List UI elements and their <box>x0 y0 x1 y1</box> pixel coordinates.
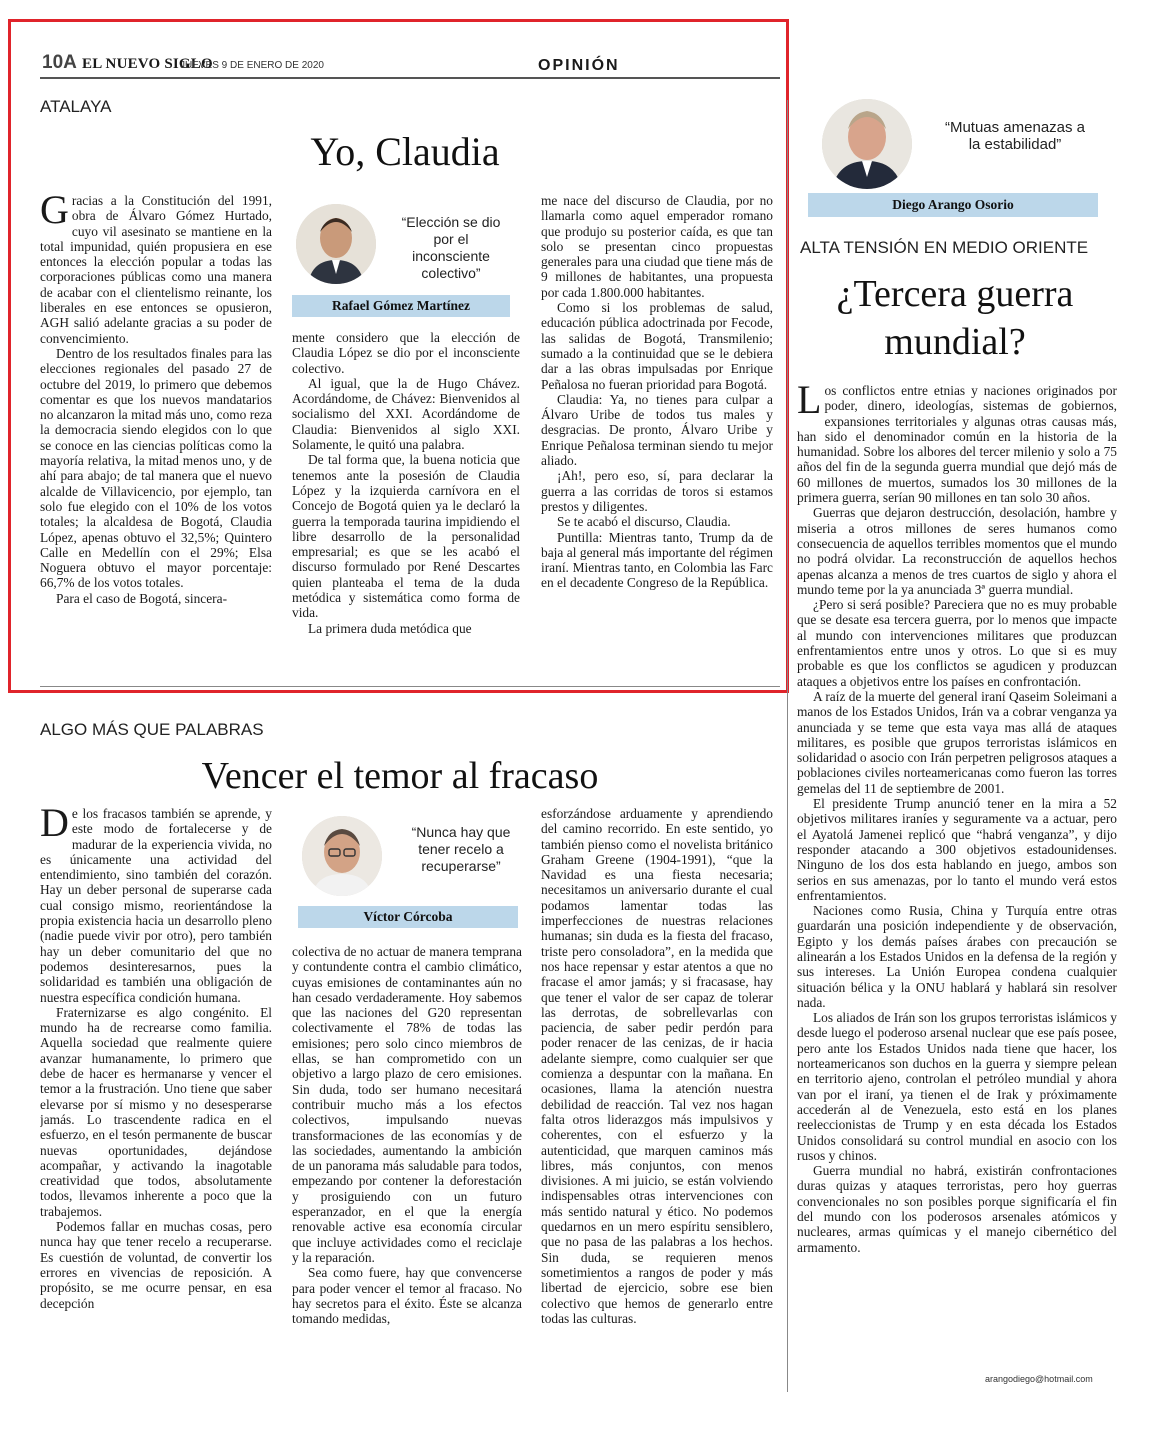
article2-column-2 <box>292 944 522 1391</box>
article3-paragraph: A raíz de la muerte del general iraní Qaseim Soleimani a manos de los Estados Unidos, Irán va a cobrar venganza ya anunciada y se teme que esta vaya mas allá de ataques militares, es posible que grupos terroristas islámicos en solidaridad o asocio con Irán perpetren peligrosos ataques a poblaciones civiles norteamericanas como fueron las torres gemelas del 11 de septiembre de 2001. <box>797 688 1117 796</box>
article1-column-2 <box>292 330 520 670</box>
header-rule <box>40 77 780 79</box>
article1-paragraph: La primera duda metódica que <box>308 620 472 636</box>
author-photo <box>302 816 382 896</box>
article1-column-1 <box>40 193 272 673</box>
drop-cap: L <box>797 383 822 422</box>
article3-paragraph: Naciones como Rusia, China y Turquía entre otras guardarán una posición independiente y de observación, Egipto y los demás países árabes con precaución se alinearán a los Estados Unidos en la defensa de la región y sus intereses. La Unión Europea condena cualquier situación bélica y la ONU hablará y hablará sin resolver nada. <box>797 903 1117 1010</box>
article2-author: Víctor Córcoba <box>298 906 518 928</box>
article1-paragraph: Puntilla: Mientras tanto, Trump da de baja al general más importante del régimen iraní. Mientras tanto, en Colombia las Farc en el decadente Congreso de la República. <box>541 529 773 591</box>
newspaper-name: EL NUEVO SIGLO <box>82 56 213 72</box>
article1-kicker: ATALAYA <box>40 97 112 116</box>
article1-column-3 <box>541 193 773 673</box>
page-number: 10A <box>42 52 77 73</box>
portrait-icon <box>822 99 912 189</box>
author-photo <box>822 99 912 189</box>
article2-kicker: ALGO MÁS QUE PALABRAS <box>40 720 264 739</box>
article2-paragraph <box>40 806 272 1005</box>
column-divider <box>787 100 788 1392</box>
article3-paragraph: Los aliados de Irán son los grupos terroristas islámicos y desde luego el poderoso arsenal nuclear que ese país posee, pero ante los Estados Unidos nada tiene que hacer, los norteamericanos son duchos en la guerra y siempre pelean en territorio ajeno, controlan el petróleo mundial y ahora van por el iraní, ya tienen el de Irak y próximamente accederán al de Venezuela, esto está en los planes reeleccionistas de Trump y en esta década los Estados Unidos consolidará su control mundial en asocio con los rusos y chinos. <box>797 1010 1117 1163</box>
article3-paragraph: Guerra mundial no habrá, existirán confrontaciones duras quizas y ataques terroristas, pero hoy guerras convencionales no son posibles porque significaría el fin del mundo con los poderosos arsenales atómicos y nucleares, armas químicas y el manejo cibernético del armamento. <box>797 1163 1117 1255</box>
portrait-icon <box>296 204 376 284</box>
article3-paragraph: Guerras que dejaron destrucción, desolación, hambre y miseria a otros millones de seres humanos como consecuencia de aquellos terribles momentos que el mundo no podrá olvidar. La reconstrucción de aquellos hechos apenas alcanza a menos de tres cuartos de siglo y ahora el mundo teme por la ya anunciada 3ª guerra mundial. <box>797 505 1117 597</box>
article1-author: Rafael Gómez Martínez <box>292 295 510 317</box>
article1-paragraph: Como si los problemas de salud, educación pública adoctrinada por Fecode, las salidas de Bogotá, Transmilenio; sumado a la continuidad que se le debiera dar a las obras impulsadas por Enrique Peñalosa no fueran prioridad para Bogotá. <box>541 300 773 392</box>
article2-paragraph: Fraternizarse es algo congénito. El mundo ha de recrearse como familia. Aquella sociedad que realmente quiere avanzar humanamente, lo primero que debe de hacer es hermanarse y vencer el temor a la frustración. Uno tiene que saber elevarse por sí mismo y no desesperarse jamás. Lo trascendente radica en el esfuerzo, en el tesón permanente de buscar nuevas oportunidades, dejándose acompañar, y activando la inagotable creatividad que todos, absolutamente todos, llevamos inherente a poco que la trabajemos. <box>40 1004 272 1219</box>
section-divider <box>40 686 780 687</box>
article2-headline: Vencer el temor al fracaso <box>201 755 599 797</box>
article1-paragraph: De tal forma que, la buena noticia que tenemos ante la posesión de Claudia López y la izquierda carnívora en el Concejo de Bogotá quien ya le declaró la guerra la temporada taurina impidiendo el libre desarrollo de la personalidad empresarial; es que se les acabó el discurso formulado por René Descartes quien planteaba el tema de la duda metódica y sistemática como forma de vida. <box>292 452 520 621</box>
drop-cap: D <box>40 806 69 845</box>
article3-kicker: ALTA TENSIÓN EN MEDIO ORIENTE <box>800 238 1089 257</box>
author-email[interactable]: arangodiego@hotmail.com <box>985 1374 1093 1384</box>
author-photo <box>296 204 376 284</box>
article2-quote-box <box>298 814 518 930</box>
article3-paragraph: ¿Pero si será posible? Pareciera que no es muy probable que se desate esa tercera guerra, por lo menos que impacte al mundo con intervenciones militares que produzcan enfrentamientos entre unos y otros. Lo que si es muy probable es que los conflictos se agudicen y produzcan ataques a objetivos entre los países en confrontación. <box>797 597 1117 689</box>
article1-headline: Yo, Claudia <box>310 129 500 174</box>
dateline: JUEVES 9 DE ENERO DE 2020 <box>180 60 324 71</box>
article3-paragraph <box>797 383 1117 505</box>
article3-quote: “Mutuas amenazas a la estabilidad” <box>944 119 1086 153</box>
article1-paragraph: Al igual, que la de Hugo Chávez. Acordándome, de Chávez: Bienvenidos al socialismo del XXI. Acordándome de Claudia: Bienvenidos al siglo XXI. Solamente, le quitó una palabra. <box>292 375 520 453</box>
article2-paragraph: Sea como fuere, hay que convencerse para poder vencer el temor al fracaso. No hay secretos para el éxito. Éste se alcanza tomando medidas, <box>292 1265 522 1327</box>
article1-paragraph <box>40 193 272 346</box>
article3-body <box>797 383 1117 1373</box>
article3-headline-line2: mundial? <box>884 321 1026 363</box>
article1-paragraph: me nace del discurso de Claudia, por no llamarla como aquel emperador romano que produjo su posterior caída, es que tan solo se presentan cinco propuestas generales para una ciudad que tiene más de 9 millones de habitantes, una propuesta por cada 1.800.000 habitantes. <box>541 193 773 300</box>
article1-paragraph: ¡Ah!, pero eso, sí, para declarar la guerra a las corridas de toros si estamos prestos y diligentes. <box>541 468 773 514</box>
article2-paragraph: colectiva de no actuar de manera temprana y contundente contra el cambio climático, cuyas emisiones de contaminantes aún no han cesado verdaderamente. Hoy sabemos que las naciones del G20 representan colectivamente el 78% de todas las emisiones; pero solo cinco miembros de ellas, se han comprometido con un objetivo a largo plazo de cero emisiones. Sin duda, todo ser humano necesitará contribuir mucho más a los efectos colectivos, impulsando nuevas transformaciones de las economías y de las sociedades, aumentando la ambición de un panorama más saludable para todos, empezando por contener la deforestación y prosiguiendo con un futuro esperanzador, en el que la energía renovable active esa economía circular que incluye actividades como el reciclaje y la reparación. <box>292 944 522 1265</box>
article1-paragraph: Dentro de los resultados finales para las elecciones regionales del pasado 27 de octubre del 2019, lo primero que debemos comentar es que los nuevos mandatarios no alcanzaron la mitad más uno, como reza la democracia siendo elegidos con lo que se conoce en las ciencias políticas como la mayoría relativa, la mitad menos uno, y de ahí para abajo; de tal manera que el nuevo alcalde de Villavicencio, por ejemplo, tan solo fue elegido con el 10% de los votos totales; la alcaldesa de Bogotá, Claudia López, apenas obtuvo el 32,5%; Quintero Calle en Medellín con el 29%; Elsa Noguera obtuvo el mayor porcentaje: 66,7% de los votos totales. <box>40 345 272 591</box>
section-title: OPINIÓN <box>538 57 620 74</box>
article1-paragraph: Para el caso de Bogotá, sincera- <box>56 590 228 606</box>
article1-paragraph: mente considero que la elección de Claudia López se dio por el inconsciente colectivo. <box>292 330 520 376</box>
article1-quote-box <box>292 200 510 318</box>
article3-headline-line1: ¿Tercera guerra <box>836 273 1074 315</box>
article2-p1-text: e los fracasos también se aprende, y este modo de fortalecerse y de madurar de la experiencia vivida, no es únicamente una actividad del entendimiento, sino también del corazón. Hay un deber personal de superarse cada cual consigo mismo, reorientándose la propia existencia hacia un desarrollo pleno (nadie puede vivir por otro), pero también hay un deber comunitario del que no podemos desinteresarnos, pues la solidaridad es también una obligación de nuestra específica condición humana. <box>40 806 272 1005</box>
article1-p1-text: racias a la Constitución del 1991, obra de Álvaro Gómez Hurtado, cuyo vil asesinato se mantiene en la total impunidad, quién propusiera en ese entonces la elección popular a todas las corporaciones públicas como una manera de acabar con el clientelismo reinante, los liberales en ese entonces se opusieron, AGH salió adelante gracias a su poder de convencimiento. <box>40 193 272 346</box>
article3-author: Diego Arango Osorio <box>808 193 1098 217</box>
drop-cap: G <box>40 193 69 232</box>
article3-paragraph: El presidente Trump anunció tener en la mira a 52 objetivos militares iraníes y seguramente va a actuar, pero el Ayatolá Jamenei replicó que “habrá venganza”, y dijo responder atacando a 300 objetivos estadounidenses. Ninguno de los dos esta hablando en juego, ambos son serios en sus amenazas, por lo tanto el mundo verá estos enfrentamientos. <box>797 796 1117 903</box>
portrait-icon <box>302 816 382 896</box>
article1-quote: “Elección se dio por el inconsciente colectivo” <box>401 214 501 281</box>
article2-column-1 <box>40 806 272 1391</box>
article2-column-3 <box>541 806 773 1391</box>
article2-paragraph: Podemos fallar en muchas cosas, pero nunca hay que tener recelo a recuperarse. Es cuestión de voluntad, de convertir los errores en vivencias de reposición. A propósito, se me ocurre pensar, en esa decepción <box>40 1219 272 1311</box>
article1-paragraph: Se te acabó el discurso, Claudia. <box>557 514 731 530</box>
article2-quote: “Nunca hay que tener recelo a recuperarse” <box>411 824 511 874</box>
article3-p1-text: os conflictos entre etnias y naciones originados por poder, dinero, ideologías, sistemas de gobiernos, expansiones territoriales y algunas otras causas más, han sido el denominador común en la historia de la humanidad. Sobre los albores del tercer milenio y solo a 75 años del fin de la segunda guerra mundial que dejó más de 60 millones de muertos, sumados los 30 millones de la primera guerra, serían 90 millones en tan solo 30 años. <box>797 383 1117 506</box>
article2-paragraph: esforzándose arduamente y aprendiendo del camino recorrido. En este sentido, yo también pienso como el novelista británico Graham Greene (1904-1991), “que la Navidad es una fiesta necesaria; necesitamos un aniversario durante el cual podamos lamentar todas las imperfecciones de nuestras relaciones humanas; sin duda es la fiesta del fracaso, triste pero consoladora”, en la medida que nos hace repensar y estar atentos a que no fracase el amor jamás; y si fracasase, hay que tener el valor de ser capaz de tolerar las derrotas, de sobrellevarlas con paciencia, de saber pedir perdón para poder renacer de las cenizas, de ir hacia adelante siempre, como cualquier ser que comienza a despuntar con la mañana. En ocasiones, llama la atención nuestra debilidad de reacción. Tal vez nos hagan falta otros liderazgos más impulsivos y coherentes, con el esfuerzo y la autenticidad, que marquen caminos más libres, más conjuntos, con menos divisiones. A mi juicio, se están volviendo indispensables otras intervenciones con más sentido natural y ético. No podemos quedarnos en un mero espíritu sensiblero, que no pasa de las palabras a los hechos. Sin duda, se requieren menos sometimientos a rangos de poder y más libertad de ejercicio, sobre ese bien colectivo que hemos de generarlo entre todas las culturas. <box>541 806 773 1326</box>
article3-quote-box <box>808 97 1098 219</box>
article1-paragraph: Claudia: Ya, no tienes para culpar a Álvaro Uribe de todos tus males y desgracias. De pronto, Álvaro Uribe y Enrique Peñalosa terminan siendo tu mejor aliado. <box>541 391 773 469</box>
